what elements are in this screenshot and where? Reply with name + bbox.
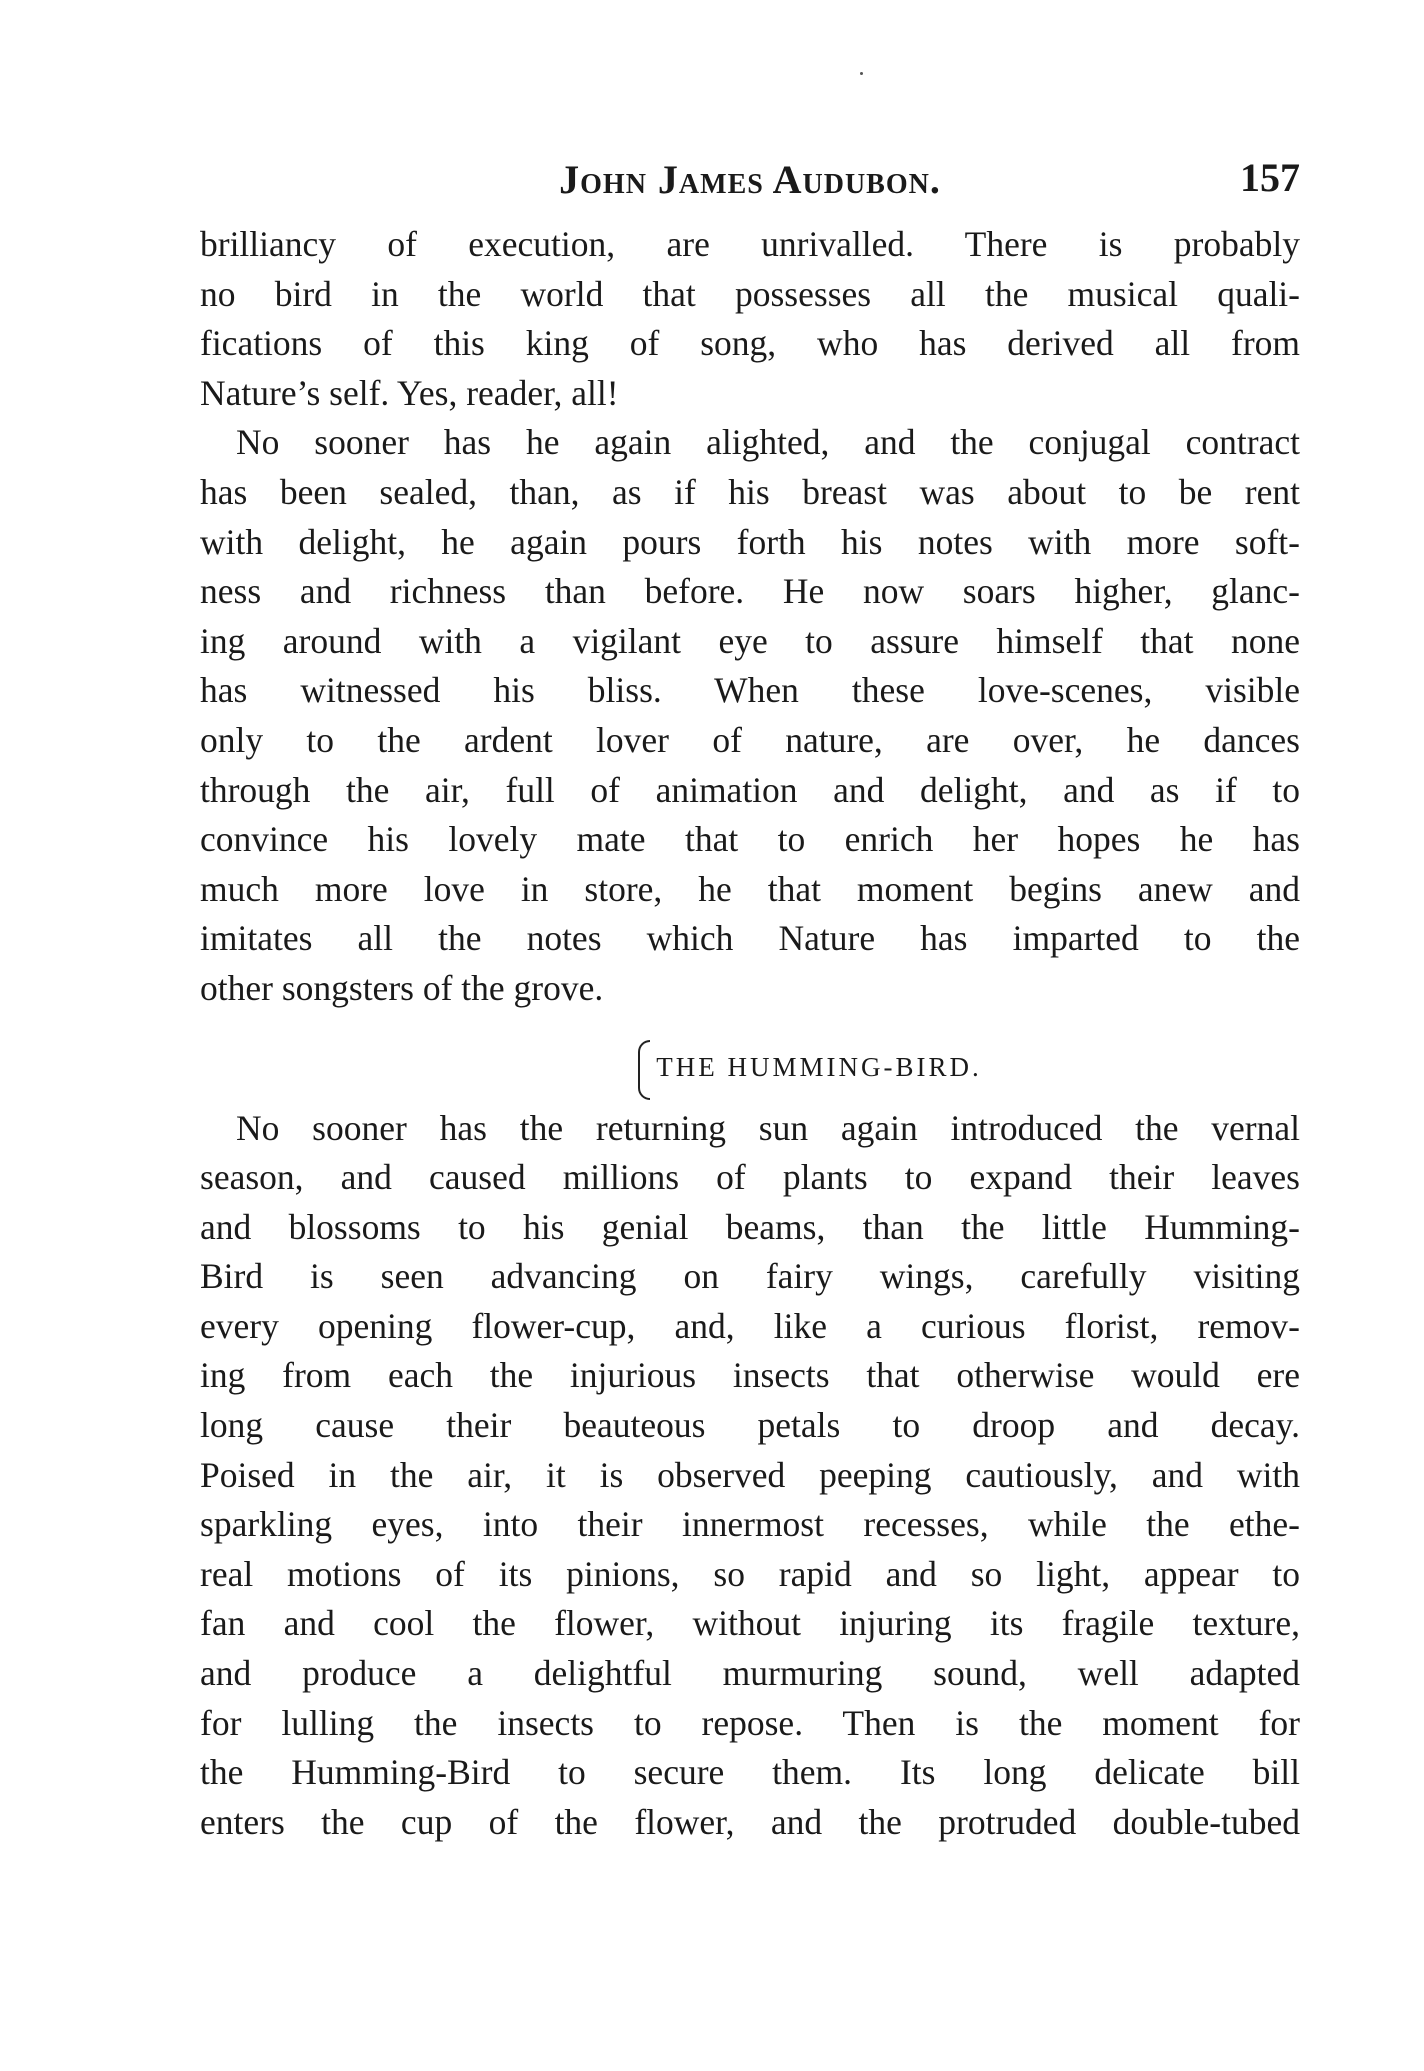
text-line: sparkling eyes, into their innermost recesses, while the ethe- xyxy=(200,1504,1300,1545)
page-number: 157 xyxy=(1240,155,1300,200)
text-line: convince his lovely mate that to enrich her hopes he has xyxy=(200,819,1300,860)
text-line: ing around with a vigilant eye to assure himself that none xyxy=(200,620,1300,661)
text-line: other songsters of the grove. xyxy=(200,967,604,1008)
page-header xyxy=(200,150,1300,220)
running-title: John James Audubon. xyxy=(559,157,941,202)
text-line: through the air, full of animation and delight, and as if to xyxy=(200,769,1300,810)
text-line: has witnessed his bliss. When these love-scenes, visible xyxy=(200,670,1300,711)
body-text xyxy=(200,220,1300,1847)
print-speck xyxy=(860,72,863,75)
text-line: real motions of its pinions, so rapid and so light, appear to xyxy=(200,1553,1300,1594)
section-heading xyxy=(200,1040,1300,1100)
text-line: fications of this king of song, who has derived all from xyxy=(200,323,1300,364)
paragraph-3 xyxy=(200,1104,1300,1848)
text-line: brilliancy of execution, are unrivalled. There is probably xyxy=(200,224,1300,264)
text-line: the Humming-Bird to secure them. Its long delicate bill xyxy=(200,1752,1300,1793)
section-heading-text: THE HUMMING-BIRD. xyxy=(656,1051,982,1082)
text-line: long cause their beauteous petals to droop and decay. xyxy=(200,1405,1300,1446)
text-line: only to the ardent lover of nature, are over, he dances xyxy=(200,719,1300,760)
text-line: and produce a delightful murmuring sound, well adapted xyxy=(200,1653,1300,1694)
text-line: ness and richness than before. He now soars higher, glanc- xyxy=(200,571,1300,612)
text-line: enters the cup of the flower, and the protruded double-tubed xyxy=(200,1801,1300,1842)
paragraph-2 xyxy=(200,418,1300,1013)
text-line: No sooner has he again alighted, and the conjugal contract xyxy=(236,422,1300,463)
book-page xyxy=(200,150,1300,1847)
bracket-mark xyxy=(638,1040,650,1100)
text-line: much more love in store, he that moment begins anew and xyxy=(200,868,1300,909)
text-line: imitates all the notes which Nature has imparted to the xyxy=(200,918,1300,959)
text-line: Poised in the air, it is observed peeping cautiously, and with xyxy=(200,1454,1300,1495)
text-line: Nature’s self. Yes, reader, all! xyxy=(200,372,619,413)
text-line: with delight, he again pours forth his notes with more soft- xyxy=(200,521,1300,562)
text-line: fan and cool the flower, without injuring its fragile texture, xyxy=(200,1603,1300,1644)
text-line: every opening flower-cup, and, like a curious florist, remov- xyxy=(200,1305,1300,1346)
text-line: season, and caused millions of plants to expand their leaves xyxy=(200,1157,1300,1198)
text-line: for lulling the insects to repose. Then is the moment for xyxy=(200,1702,1300,1743)
text-line: ing from each the injurious insects that otherwise would ere xyxy=(200,1355,1300,1396)
text-line: No sooner has the returning sun again introduced the vernal xyxy=(236,1107,1300,1148)
text-line: and blossoms to his genial beams, than the little Humming- xyxy=(200,1206,1300,1247)
paragraph-1 xyxy=(200,220,1300,418)
text-line: has been sealed, than, as if his breast was about to be rent xyxy=(200,471,1300,512)
text-line: no bird in the world that possesses all the musical quali- xyxy=(200,273,1300,314)
text-line: Bird is seen advancing on fairy wings, carefully visiting xyxy=(200,1256,1300,1297)
